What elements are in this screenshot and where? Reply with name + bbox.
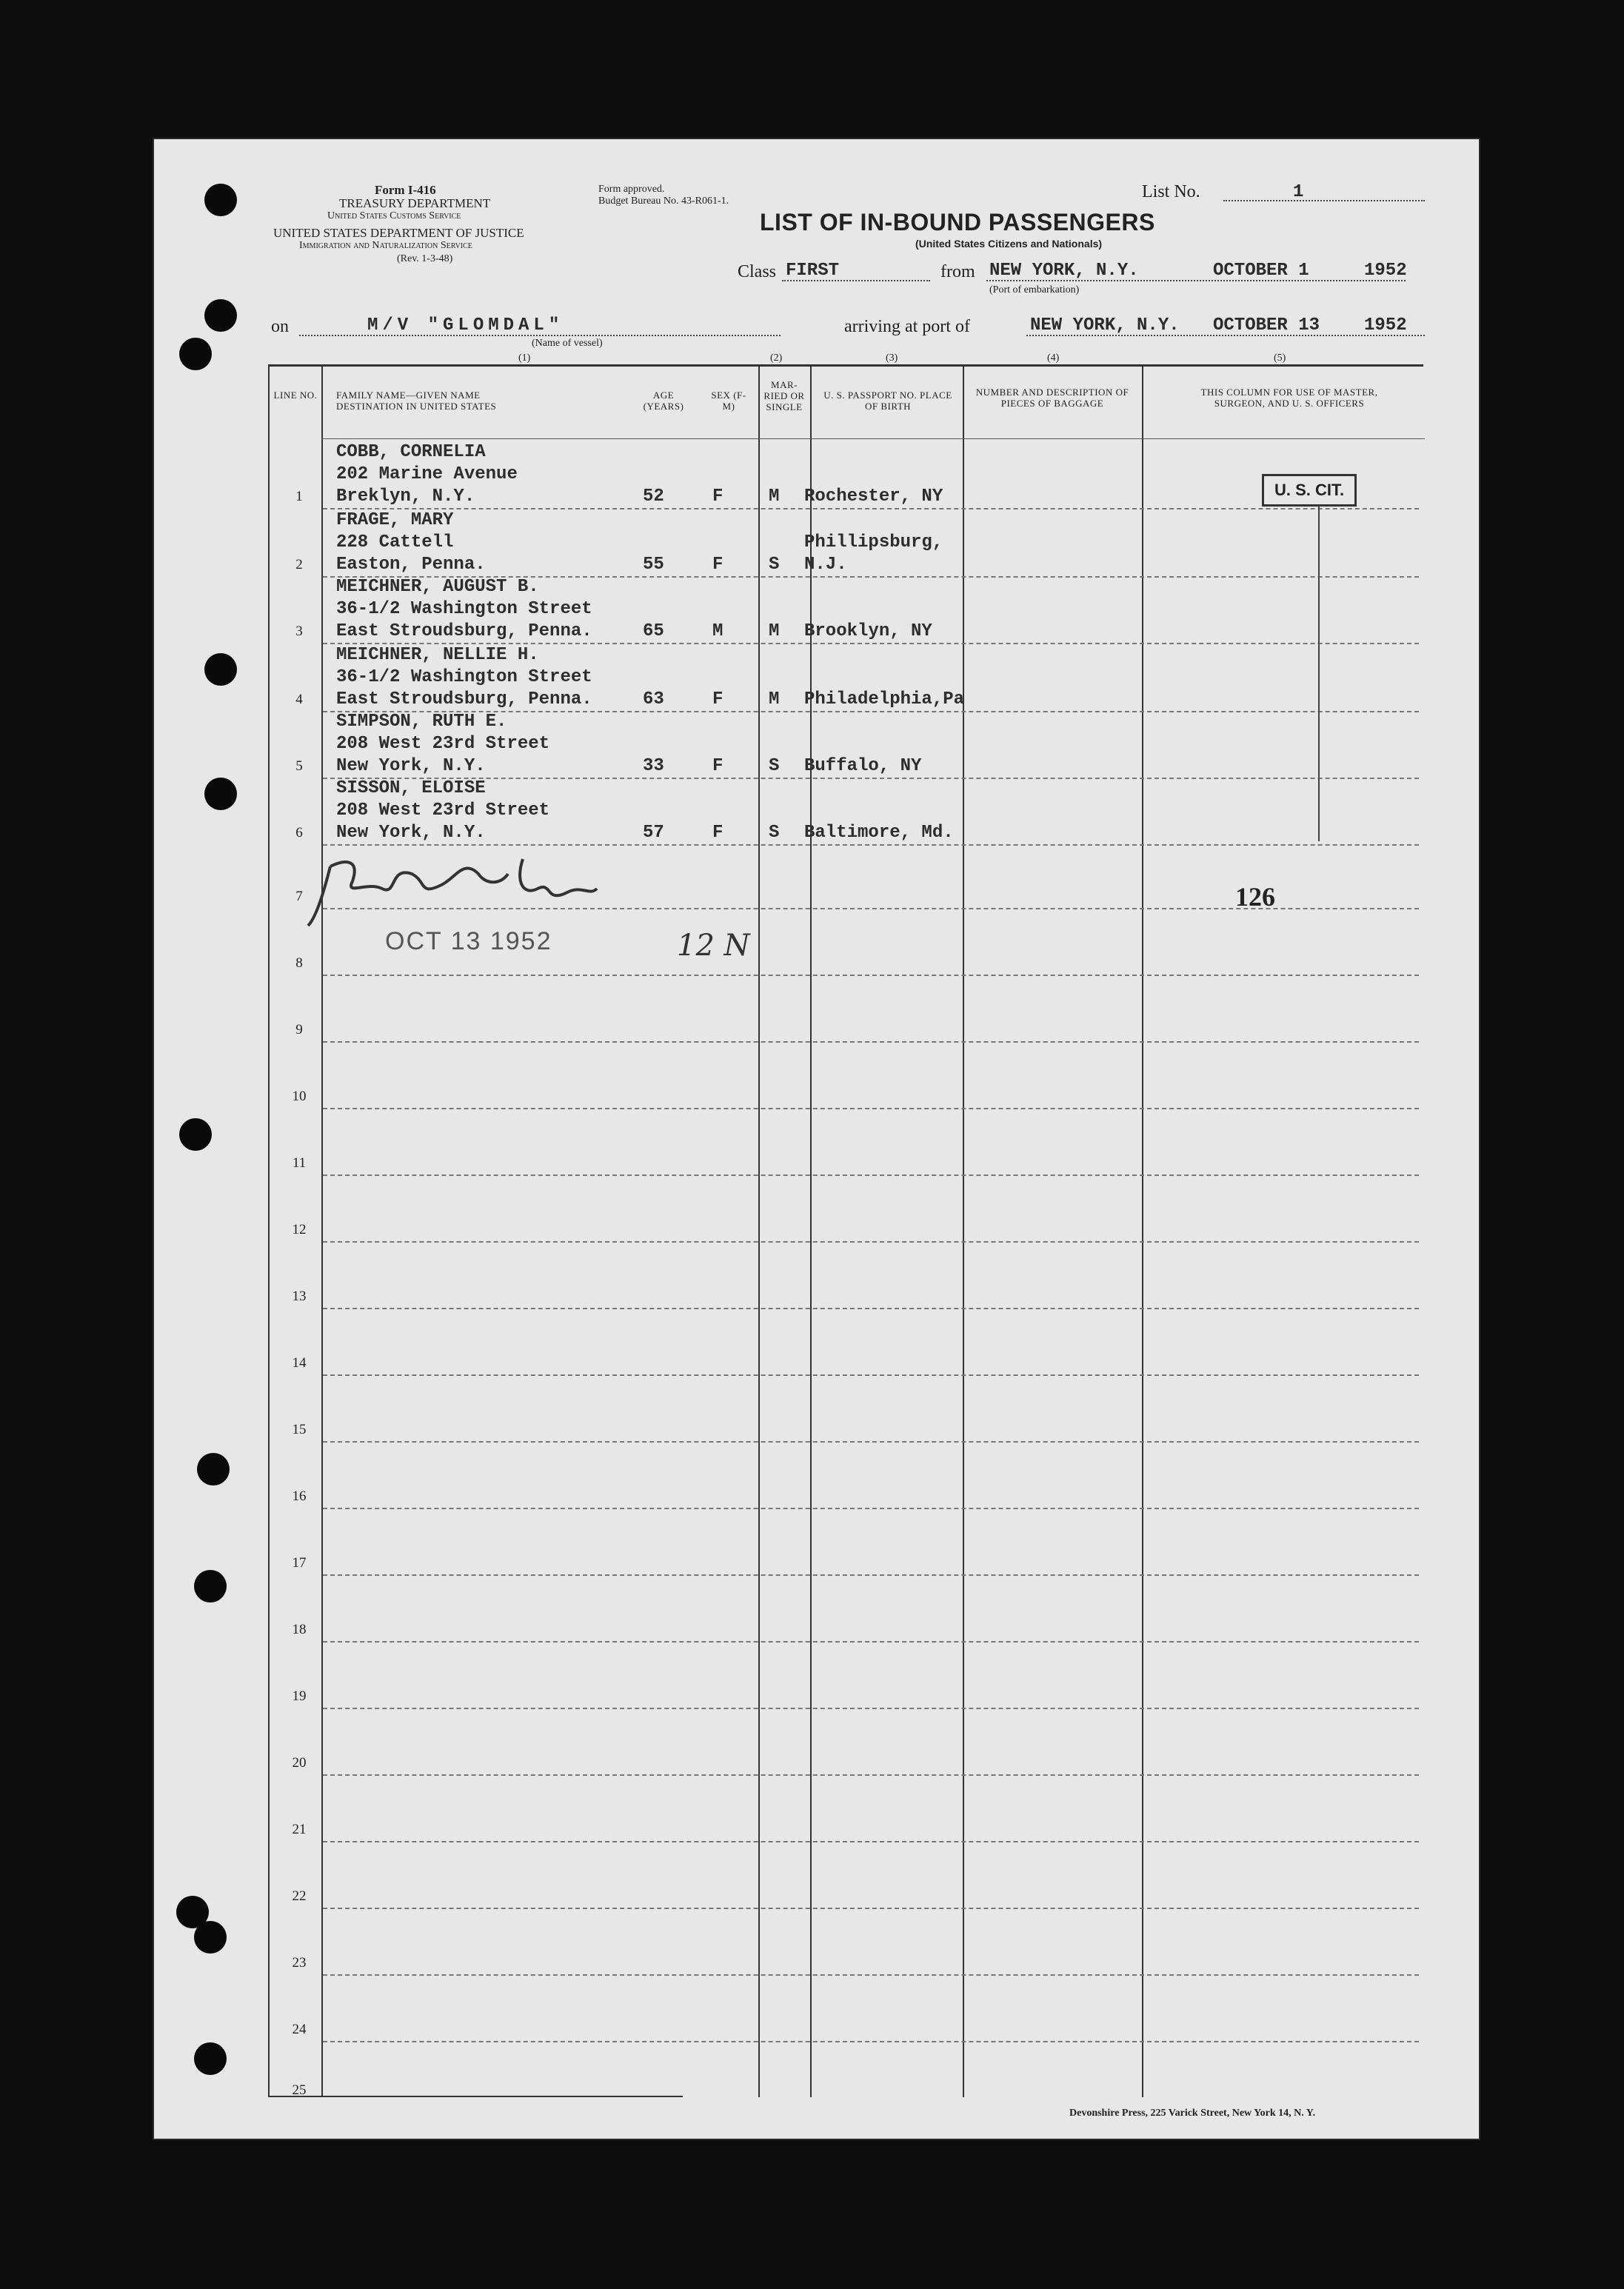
- passenger-count: 126: [1235, 882, 1275, 912]
- port-embarkation-note: (Port of embarkation): [989, 284, 1080, 295]
- passenger-age: 52: [643, 487, 664, 507]
- col-num-3: (3): [886, 352, 898, 364]
- col-num-2: (2): [770, 352, 783, 364]
- form-subtitle: (United States Citizens and Nationals): [915, 238, 1103, 250]
- col-header-married: MAR-RIED OR SINGLE: [763, 379, 805, 412]
- line-number: 3: [295, 624, 303, 639]
- passenger-address: 202 Marine Avenue: [336, 464, 518, 484]
- passenger-city: Easton, Penna.: [336, 555, 486, 575]
- line-number: 12: [292, 1222, 307, 1237]
- passenger-name: MEICHNER, NELLIE H.: [336, 645, 539, 665]
- passenger-name: COBB, CORNELIA: [336, 442, 486, 462]
- vessel-name: M/V "GLOMDAL": [367, 315, 564, 335]
- passenger-birthplace: Baltimore, Md.: [804, 823, 954, 843]
- binder-hole: [204, 299, 237, 332]
- passenger-age: 57: [643, 823, 664, 843]
- line-number: 1: [295, 489, 303, 504]
- passenger-birthplace: Philadelphia,Pa: [804, 689, 965, 709]
- binder-hole: [204, 184, 237, 216]
- document-page: [153, 138, 1480, 2140]
- budget-bureau: Budget Bureau No. 43-R061-1.: [598, 196, 729, 207]
- stamp-bracket-line: [1318, 505, 1320, 841]
- passenger-sex: F: [712, 555, 724, 575]
- line-number: 6: [295, 825, 303, 841]
- passenger-name: SISSON, ELOISE: [336, 778, 486, 798]
- line-number: 10: [292, 1089, 307, 1104]
- col-header-sex: SEX (F-M): [711, 390, 746, 412]
- binder-hole: [179, 1118, 212, 1151]
- passenger-city: Breklyn, N.Y.: [336, 487, 475, 507]
- passenger-address: 228 Cattell: [336, 532, 454, 552]
- passenger-age: 63: [643, 689, 664, 709]
- col-header-name: FAMILY NAME—GIVEN NAME DESTINATION IN UNITED STATES: [336, 390, 497, 412]
- line-number: 14: [292, 1355, 307, 1371]
- line-number: 22: [292, 1888, 307, 1904]
- binder-hole: [179, 338, 212, 370]
- from-date: OCTOBER 1: [1213, 261, 1309, 281]
- line-number: 7: [295, 889, 303, 904]
- arriving-label: arriving at port of: [844, 317, 970, 336]
- line-number: 19: [292, 1688, 307, 1704]
- passenger-birthplace-2: N.J.: [804, 555, 847, 575]
- class-value: FIRST: [786, 261, 840, 281]
- passenger-age: 55: [643, 555, 664, 575]
- table-left-rule: [268, 364, 270, 2097]
- line-number: 21: [292, 1822, 307, 1837]
- list-no-label: List No.: [1142, 182, 1200, 201]
- line-number: 24: [292, 2022, 307, 2037]
- from-year: 1952: [1364, 261, 1407, 281]
- passenger-marital: M: [769, 621, 780, 641]
- arrival-year: 1952: [1364, 315, 1407, 335]
- header-bottom-rule: [321, 438, 1425, 439]
- customs-service: United States Customs Service: [327, 210, 461, 221]
- handwritten-note: 12 N: [677, 929, 750, 963]
- line-number: 8: [295, 955, 303, 971]
- passenger-marital: M: [769, 487, 780, 507]
- passenger-sex: F: [712, 823, 724, 843]
- from-port: NEW YORK, N.Y.: [989, 261, 1139, 281]
- line-number: 11: [292, 1155, 307, 1171]
- passenger-sex: F: [712, 756, 724, 776]
- line-number: 23: [292, 1955, 307, 1971]
- line-number: 5: [295, 758, 303, 774]
- passenger-age: 33: [643, 756, 664, 776]
- binder-hole: [194, 2042, 227, 2075]
- col-num-4: (4): [1047, 352, 1060, 364]
- treasury-dept: TREASURY DEPARTMENT: [339, 196, 491, 210]
- ins-service: Immigration and Naturalization Service: [299, 240, 472, 251]
- table-top-rule: [268, 364, 1423, 367]
- form-approved: Form approved.: [598, 184, 665, 195]
- passenger-birthplace-1: Phillipsburg,: [804, 532, 943, 552]
- line-number: 13: [292, 1289, 307, 1304]
- passenger-city: East Stroudsburg, Penna.: [336, 621, 592, 641]
- passenger-address: 208 West 23rd Street: [336, 801, 550, 821]
- passenger-marital: S: [769, 823, 780, 843]
- col-header-baggage: NUMBER AND DESCRIPTION OF PIECES OF BAGGAGE: [975, 387, 1129, 409]
- revision: (Rev. 1-3-48): [397, 253, 453, 264]
- passenger-city: East Stroudsburg, Penna.: [336, 689, 592, 709]
- passenger-sex: M: [712, 621, 724, 641]
- passenger-sex: F: [712, 487, 724, 507]
- col-header-line: LINE NO.: [273, 390, 318, 401]
- passenger-birthplace: Buffalo, NY: [804, 756, 922, 776]
- list-no-value: 1: [1293, 182, 1304, 202]
- line-number: 20: [292, 1755, 307, 1771]
- binder-hole: [194, 1570, 227, 1603]
- passenger-marital: S: [769, 756, 780, 776]
- col-num-5: (5): [1274, 352, 1286, 364]
- binder-hole: [204, 778, 237, 810]
- passenger-marital: S: [769, 555, 780, 575]
- passenger-city: New York, N.Y.: [336, 756, 486, 776]
- line-number: 18: [292, 1622, 307, 1637]
- col-num-1: (1): [518, 352, 531, 364]
- vessel-note: (Name of vessel): [532, 338, 603, 349]
- binder-hole: [204, 653, 237, 686]
- class-label: Class: [738, 262, 777, 281]
- passenger-birthplace: Brooklyn, NY: [804, 621, 932, 641]
- passenger-address: 208 West 23rd Street: [336, 734, 550, 754]
- col-header-age: AGE (YEARS): [643, 390, 684, 412]
- us-cit-stamp: U. S. CIT.: [1262, 474, 1357, 507]
- passenger-address: 36-1/2 Washington Street: [336, 667, 592, 687]
- date-stamp: OCT 13 1952: [385, 927, 552, 955]
- table-bottom-rule: [268, 2096, 683, 2097]
- col-header-officers: THIS COLUMN FOR USE OF MASTER, SURGEON, AND U. S. OFFICERS: [1200, 387, 1378, 409]
- line-number: 25: [292, 2082, 307, 2098]
- passenger-address: 36-1/2 Washington Street: [336, 599, 592, 619]
- form-number: Form I-416: [375, 183, 436, 197]
- passenger-marital: M: [769, 689, 780, 709]
- arrival-port: NEW YORK, N.Y.: [1030, 315, 1180, 335]
- passenger-sex: F: [712, 689, 724, 709]
- arrival-date: OCTOBER 13: [1213, 315, 1320, 335]
- line-number: 17: [292, 1555, 307, 1571]
- passenger-city: New York, N.Y.: [336, 823, 486, 843]
- binder-hole: [194, 1921, 227, 1954]
- col-header-passport: U. S. PASSPORT NO. PLACE OF BIRTH: [823, 390, 952, 412]
- binder-hole: [197, 1453, 230, 1486]
- printer-imprint: Devonshire Press, 225 Varick Street, New York 14, N. Y.: [1069, 2108, 1316, 2119]
- passenger-birthplace: Rochester, NY: [804, 487, 943, 507]
- justice-dept: UNITED STATES DEPARTMENT OF JUSTICE: [273, 226, 524, 240]
- line-number: 9: [295, 1022, 303, 1037]
- passenger-age: 65: [643, 621, 664, 641]
- line-number: 16: [292, 1488, 307, 1504]
- form-title: LIST OF IN-BOUND PASSENGERS: [760, 209, 1155, 235]
- from-label: from: [940, 262, 975, 281]
- line-number: 15: [292, 1422, 307, 1437]
- passenger-name: FRAGE, MARY: [336, 510, 454, 530]
- on-label: on: [271, 317, 289, 336]
- passenger-name: SIMPSON, RUTH E.: [336, 712, 507, 732]
- passenger-name: MEICHNER, AUGUST B.: [336, 577, 539, 597]
- line-number: 4: [295, 692, 303, 707]
- line-number: 2: [295, 557, 303, 572]
